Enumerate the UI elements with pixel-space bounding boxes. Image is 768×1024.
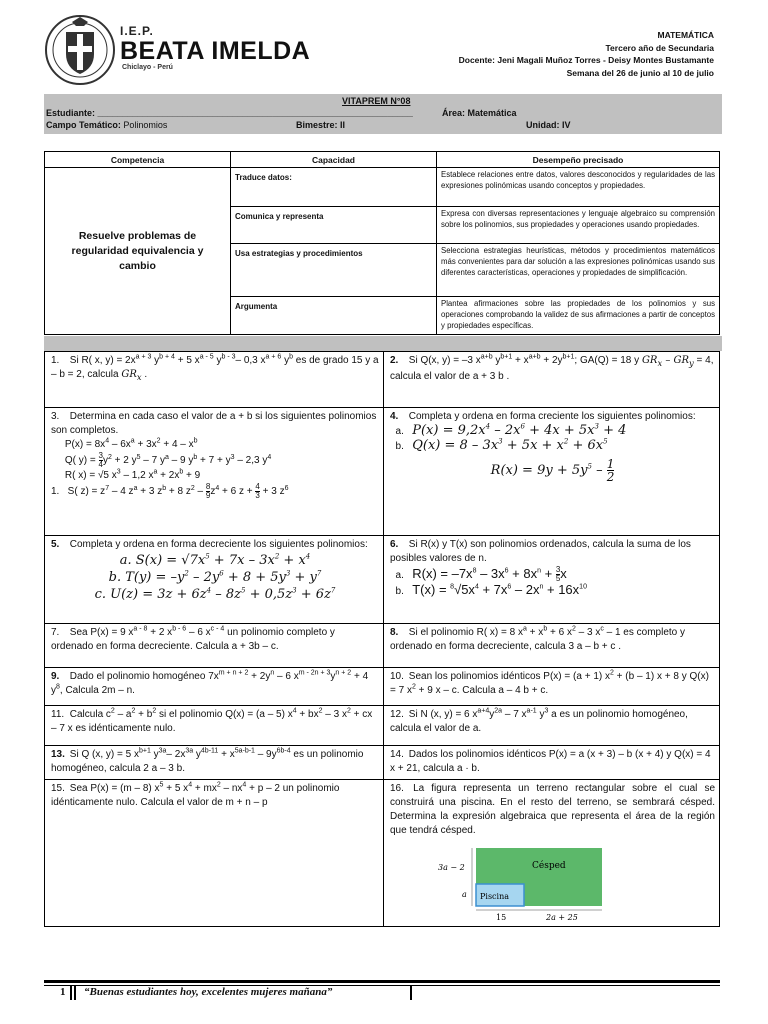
desempeno-cell: Plantea afirmaciones sobre las propiedades de los polinomios y sus operaciones comprobando la validez de sus afirmaciones a partir de conceptos y propiedades específicas.: [437, 297, 720, 335]
area-label: Área: Matemática: [442, 108, 517, 118]
footer-divider: [74, 986, 76, 1000]
problem-14: 14. Dados los polinomios idénticos P(x) = a (x + 3) – b (x + 4) y Q(x) = 4 x + 21, calcula a · b.: [384, 746, 720, 780]
campo-tematico: Campo Temático: Polinomios: [46, 120, 168, 130]
worksheet-info-band: [44, 94, 722, 134]
capacidad-cell: Traduce datos:: [231, 168, 437, 207]
col-header-desempeno: Desempeño precisado: [437, 152, 720, 168]
school-city: Chiclayo - Perú: [122, 64, 173, 71]
label-cesped: Césped: [532, 861, 566, 871]
grade: Tercero año de Secundaria: [605, 42, 714, 53]
problem-12: 12. Si N (x, y) = 6 $x^{a+4}y^{2a} - 7$ $x^{a-1}$ $y^3$ a es un polinomio homogéneo, calcula el valor de a.: [384, 706, 720, 746]
student-field[interactable]: Estudiante: _______________________________________________________________: [46, 108, 413, 118]
label-left-bottom: a: [462, 890, 467, 899]
problem-16: 16. La figura representa un terreno rectangular sobre el cual se construirá una piscina. En el resto del terreno, se sembrará césped. Determina la expresión algebraica que representa el área de la región que tendrá césped. Césped Piscina 3a − 2 a 15 2a + 25: [384, 780, 720, 927]
worksheet-title: VITAPREM N°08: [342, 96, 411, 106]
label-left-top: 3a − 2: [438, 863, 465, 872]
footer-divider: [410, 986, 412, 1000]
unidad-label: Unidad: IV: [526, 120, 571, 130]
table-row: [45, 536, 720, 624]
label-piscina: Piscina: [480, 892, 510, 901]
problem-11: 11. Calcula $c^2 - a^2 + b^2$ si el polinomio Q(x) = (a – 5) $x^4 + bx^2 - 3$ $x^2$ + cx – 7 x es idénticamente nulo.: [45, 706, 384, 746]
table-row: [45, 408, 720, 536]
table-row: [45, 624, 720, 668]
separator-band: [44, 336, 722, 351]
school-brand: [120, 24, 310, 71]
problem-10: 10. Sean los polinomios idénticos P(x) = (a + 1) $x^2 + (b - 1) x + 8$ y Q(x) = 7 $x^2 + 9$ x – c. Calcula a – 4 b + c.: [384, 668, 720, 706]
footer-divider: [70, 986, 72, 1000]
school-name: BEATA IMELDA: [120, 37, 311, 65]
header-info: [459, 29, 714, 79]
table-row: [45, 706, 720, 746]
competencia-cell: Resuelve problemas de regularidad equivalencia y cambio: [45, 168, 231, 335]
bimestre-label: Bimestre: II: [296, 120, 346, 130]
problem-3: 3. Determina en cada caso el valor de a + b si los siguientes polinomios son completos. $P(x) = 8x^4 - 6x^a + 3x^2 + 4 - x^b$ Q( y) = $\frac{3}{4}$ $y^2 + 2$ $y^5 - 7$ $y^a - 9$ $y^b + 7 + y^3 - 2,3$ $y^4$ R( x) = √5 $x^3 - 1,2$ $x^a + 2x^b + 9$ 1. S( $z) = z^7 - 4$ $z^a + 3$ $z^b + 8$ $z^2$ – $\frac{8}{9}$ $z^4 + 6$ z + $\frac{4}{3}$ + 3 $z^6$: [45, 408, 384, 536]
school-prefix: I.E.P.: [120, 24, 154, 38]
problems-table: [44, 351, 720, 927]
desempeno-cell: Establece relaciones entre datos, valores desconocidos y regularidades de las expresiones polinómicas usando conceptos y propiedades.: [437, 168, 720, 207]
terrain-figure: [420, 842, 620, 922]
col-header-capacidad: Capacidad: [231, 152, 437, 168]
capacidad-cell: Argumenta: [231, 297, 437, 335]
desempeno-cell: Selecciona estrategias heurísticas, métodos y procedimientos matemáticos más convenientes para dar solución a las expresiones polinómicas usando sus diferentes características, operaciones y propiedades de simplificación.: [437, 244, 720, 297]
desempeno-cell: Expresa con diversas representaciones y lenguaje algebraico su comprensión sobre los polinomios, sus propiedades y operaciones usando propiedades.: [437, 207, 720, 244]
table-row: [45, 352, 720, 408]
capacidad-cell: Usa estrategias y procedimientos: [231, 244, 437, 297]
table-row: [45, 168, 720, 207]
problem-1: 1. Si R( x, $y) = 2x^{a + 3}$ $y^{b + 4} + 5$ $x^{a - 5}$ $y^{b - 3}-$ 0,3 $x^{a + 6}$ $y^b$ es de grado 15 y a – b = 2, calcula $GR_x$ .: [45, 352, 384, 408]
label-bottom-right: 2a + 25: [546, 913, 578, 922]
table-row: [45, 668, 720, 706]
table-row: [45, 780, 720, 927]
problem-2: 2. Si Q(x, y) = –3 $x^{a+b}$ $y^{b+1} + x^{a+b} + 2y^{b+1}$; GA(Q) = 18 y $GR_x - GR_y = 4$, calcula el valor de a + 3 b .: [384, 352, 720, 408]
teachers: Docente: Jeni Magali Muñoz Torres - Deisy Montes Bustamante: [458, 55, 714, 65]
problem-4: 4. Completa y ordena en forma creciente los siguientes polinomios: a. $P(x) = 9,2x^4 - 2x^6 + 4x + 5x^3 + 4$ b. $Q(x) = 8 - 3x^3 + 5x + x^2 + 6x^5$ $R(x) = 9y + 5y^5$ – $\frac{1}{2}$: [384, 408, 720, 536]
week: Semana del 26 de junio al 10 de julio: [566, 67, 714, 78]
capacidad-cell: Comunica y representa: [231, 207, 437, 244]
problem-8: 8. Si el polinomio R( x) = 8 $x^a + x^b + 6$ $x^2 - 3$ $x^c - 1$ es completo y ordenado en forma decreciente, calcula 3 a – b + c .: [384, 624, 720, 668]
footer-quote: “Buenas estudiantes hoy, excelentes mujeres mañana”: [84, 986, 333, 998]
competencias-table: [44, 151, 720, 335]
label-bottom-left: 15: [496, 913, 507, 922]
table-header-row: [45, 152, 720, 168]
subject: MATEMÁTICA: [657, 30, 714, 40]
problem-15: 15. Sea P(x) = (m – 8) $x^5 + 5$ $x^4 + mx^2 - nx^4 + p - 2$ un polinomio idénticamente nulo. Calcula el valor de m + n – p: [45, 780, 384, 927]
school-crest-logo: [44, 14, 116, 86]
problem-6: 6. Si R(x) y T(x) son polinomios ordenados, calcula la suma de los posibles valores de n. a. $R(x) = -7x^8 - 3x^6 + 8x^n$ + $\frac{3}{5}$ x b. $T(x) = ^8√5x^4 + 7x^6 - 2x^n + 16x^{10}$: [384, 536, 720, 624]
problem-9: 9. Dado el polinomio homogéneo $7x^{m + n + 2} + 2y^n - 6$ $x^{m - 2n + 3}y^{n + 2} + 4$ $y^8$, Calcula 2m – n.: [45, 668, 384, 706]
footer-rule-thick: [44, 980, 720, 983]
problem-7: 7. Sea P(x) = 9 $x^{a - 8} + 2$ $x^{b - 6} - 6$ $x^{c - 4}$ un polinomio completo y ordenado en forma decreciente. Calcula a + 3b – c.: [45, 624, 384, 668]
table-row: [45, 746, 720, 780]
page-number: 1: [60, 986, 66, 998]
problem-13: 13. Si Q (x, y) = 5 $x^{b+1}$ $y^{3a}-$ $2x^{3a}$ $y^{4b-11} + x^{5a-b-1} - 9y^{6b-4}$ es un polinomio homogéneo, calcula 2 a – 3 b.: [45, 746, 384, 780]
problem-5: 5. Completa y ordena en forma decreciente los siguientes polinomios: a. $S(x) = √7x^5 + 7x - 3x^2 + x^4$ b. $T(y) = -y^2 - 2y^6 + 8 + 5y^3 + y^7$ c. $U(z) = 3z + 6z^4 - 8z^5 + 0,5z^3 + 6z^7$: [45, 536, 384, 624]
col-header-competencia: Competencia: [45, 152, 231, 168]
